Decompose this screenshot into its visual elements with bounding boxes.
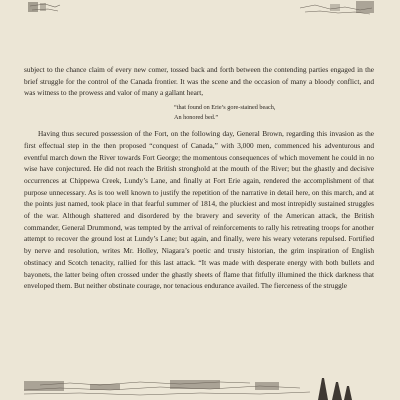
page-text	[24, 64, 374, 292]
footer-etching	[0, 376, 400, 400]
paragraph-main: Having thus secured possession of the Fort, on the following day, General Brown, regarding this invasion as the first effectual step in the then proposed “conquest of Canada,” with 3,000 men, commenced his adventurous and eventful march down the River towards Fort George; the momentous consequences of which movement he could in no wise have conjectured. He did not reach the British stronghold at the mouth of the River; but the ghastly and decisive occurrences at Chippewa Creek, Lundy’s Lane, and finally at Fort Erie again, rendered the accomplishment of that purpose unnecessary. As is too well known to justify the repetition of the narrative in detail here, on this march, and at the points just named, took place in that fearful summer of 1814, the pluckiest and most intrepidly sustained struggles of the war. Although shattered and disordered by the bravery and severity of the American attack, the British commander, General Drummond, was tempted by the arrival of reinforcements to rally his retreating troops for another attempt to recover the ground lost at Lundy’s Lane; but again, and finally, were his weary veterans repulsed. Fortified by nerve and resolution, writes Mr. Holley, Niagara’s poetic and trusty historian, the grim inspiration of English obstinacy and Scotch tenacity, rallied for this last attack. “It was made with desperate energy with both bullets and bayonets, the latter being often crossed under the ghastly sheets of flame that fitfully illumined the thick darkness that enveloped them. But neither obstinate courage, nor tenacious endurance availed. The fierceness of the struggle	[24, 129, 374, 291]
header-etching	[0, 0, 400, 20]
verse-quote	[24, 103, 374, 122]
verse-line-1: “that found on Erie’s gore-stained beach,	[174, 104, 276, 112]
verse-line-2: An honored bed.”	[174, 113, 219, 121]
paragraph-opening: subject to the chance claim of every new comer, tossed back and forth between the contending parties engaged in the brief struggle for the control of the Canada frontier. It was the scene and the occasion of many a bloody conflict, and was witness to the prowess and valor of many a gallant heart,	[24, 65, 374, 98]
